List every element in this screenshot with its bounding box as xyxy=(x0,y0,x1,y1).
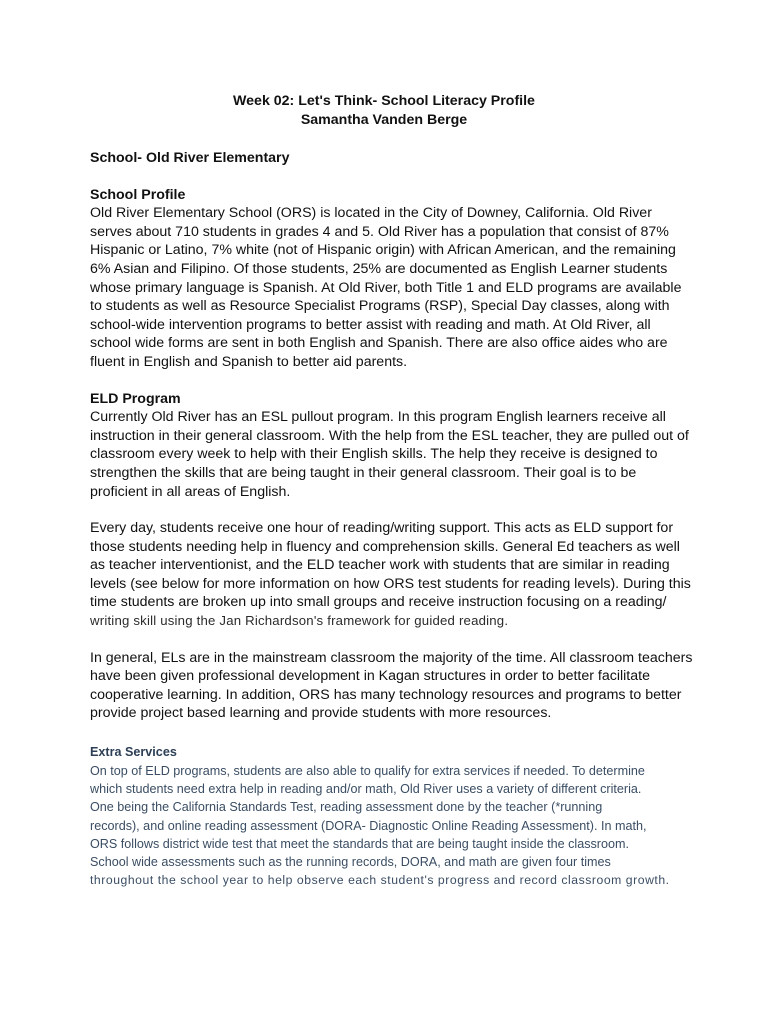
text-line: School wide assessments such as the running records, DORA, and math are given four times xyxy=(90,855,611,870)
text-line: throughout the school year to help observe each student's progress and record classroom growth. xyxy=(90,873,670,888)
extra-services-heading: Extra Services xyxy=(90,745,177,760)
text-line: those students needing help in fluency and comprehension skills. General Ed teachers as well xyxy=(90,538,680,555)
text-line: Currently Old River has an ESL pullout program. In this program English learners receive all xyxy=(90,409,666,426)
text-line: fluent in English and Spanish to better aid parents. xyxy=(90,353,408,370)
text-line: records), and online reading assessment (DORA- Diagnostic Online Reading Assessment). In math, xyxy=(90,818,647,833)
school-profile-paragraph xyxy=(90,204,690,371)
text-line: strengthen the skills that are being taught in their general classroom. Their goal is to be xyxy=(90,464,637,481)
text-line: have been given professional development in Kagan structures in order to better facilitate xyxy=(90,668,650,685)
text-line: serves about 710 students in grades 4 and 5. Old River has a population that consist of 87% xyxy=(90,223,669,240)
document-author: Samantha Vanden Berge xyxy=(300,111,468,128)
text-line: 6% Asian and Filipino. Of those students, 25% are documented as English Learner students xyxy=(90,260,668,277)
document-title: Week 02: Let's Think- School Literacy Profile xyxy=(233,93,535,109)
eld-paragraph-1 xyxy=(90,408,690,501)
text-line: school wide forms are sent in both English and Spanish. There are also office aides who are xyxy=(90,335,668,352)
text-line: instruction in their general classroom. With the help from the ESL teacher, they are pulled out of xyxy=(90,427,689,444)
text-line: In general, ELs are in the mainstream classroom the majority of the time. All classroom teachers xyxy=(90,649,693,666)
text-line: proficient in all areas of English. xyxy=(90,483,291,500)
text-line: which students need extra help in reading and/or math, Old River uses a variety of different criteria. xyxy=(90,781,642,796)
text-line: writing skill using the Jan Richardson's framework for guided reading. xyxy=(90,613,509,629)
text-line: ORS follows district wide test that meet the standards that are being taught inside the classroom. xyxy=(90,836,630,851)
text-line: cooperative learning. In addition, ORS has many technology resources and programs to better xyxy=(90,686,682,703)
text-line: Hispanic or Latino, 7% white (not of Hispanic origin) with African American, and the remaining xyxy=(90,242,676,259)
title-block xyxy=(0,92,768,129)
document-body xyxy=(90,149,693,890)
eld-program-heading: ELD Program xyxy=(90,390,181,407)
text-line: school-wide intervention programs to better assist with reading and math. At Old River, all xyxy=(90,316,651,333)
text-line: On top of ELD programs, students are also able to qualify for extra services if needed. To determine xyxy=(90,763,645,778)
text-line: as teacher interventionist, and the ELD teacher work with students that are similar in reading xyxy=(90,557,670,574)
text-line: One being the California Standards Test, reading assessment done by the teacher (*running xyxy=(90,800,603,815)
text-line: Every day, students receive one hour of reading/writing support. This acts as ELD support for xyxy=(90,520,674,537)
text-line: time students are broken up into small groups and receive instruction focusing on a reading/ xyxy=(90,594,667,611)
eld-paragraph-2 xyxy=(90,519,690,631)
extra-services-section xyxy=(90,743,690,890)
text-line: classroom every week to help with their English skills. The help they receive is designed to xyxy=(90,446,658,463)
text-line: to students as well as Resource Specialist Programs (RSP), Special Day classes, along with xyxy=(90,298,670,315)
school-name: School- Old River Elementary xyxy=(90,150,290,166)
text-line: Old River Elementary School (ORS) is located in the City of Downey, California. Old River xyxy=(90,205,652,222)
school-profile-heading: School Profile xyxy=(90,186,186,203)
text-line: provide project based learning and provide students with more resources. xyxy=(90,705,552,722)
text-line: whose primary language is Spanish. At Old River, both Title 1 and ELD programs are available xyxy=(90,279,682,296)
eld-paragraph-3 xyxy=(90,649,693,723)
text-line: levels (see below for more information on how ORS test students for reading levels). During this xyxy=(90,575,691,592)
